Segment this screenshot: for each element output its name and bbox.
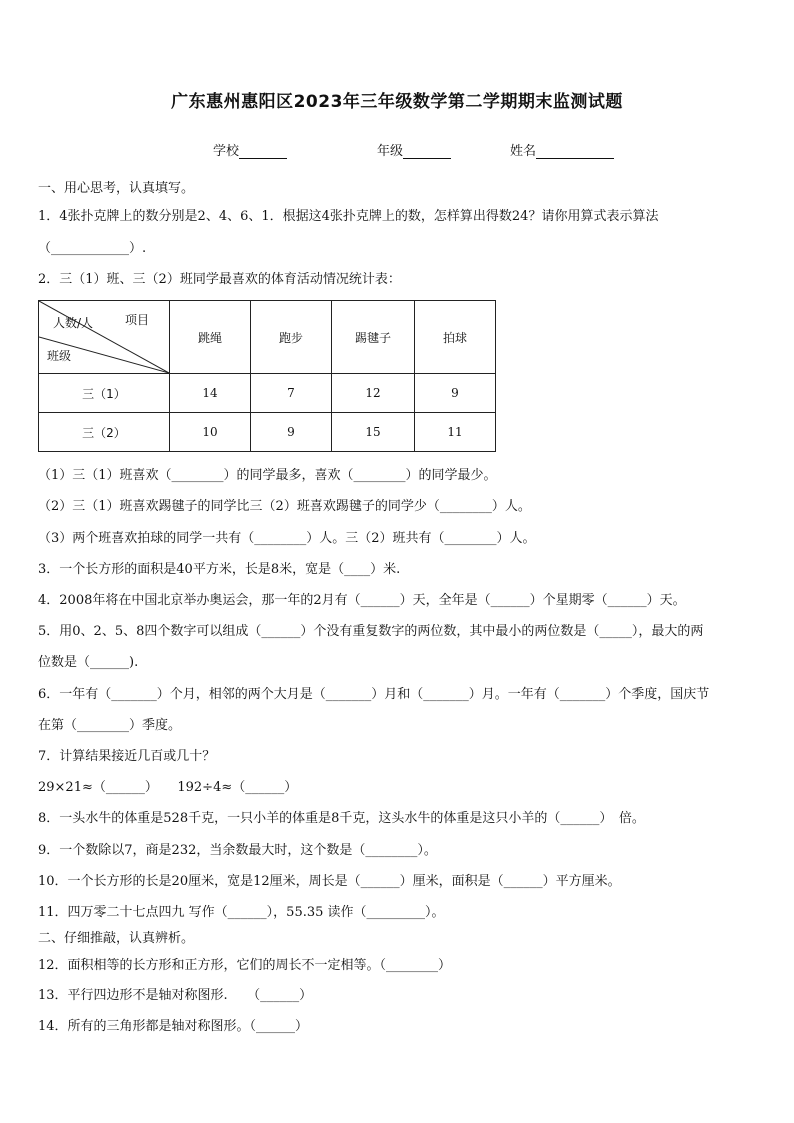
row-class-label: 三（2） (39, 413, 170, 452)
header-running: 跑步 (251, 301, 332, 374)
question-5-line-2: 位数是（______). (38, 655, 139, 670)
section-2-heading: 二、仔细推敲，认真辨析。 (38, 931, 195, 946)
grade-field (377, 140, 451, 159)
table-cell: 15 (332, 413, 415, 452)
question-4: 4．2008年将在中国北京举办奥运会，那一年的2月有（______）天，全年是（______）个星期零（______）天。 (38, 593, 686, 608)
corner-people-label: 人数/人 (53, 316, 94, 330)
question-13: 13．平行四边形不是轴对称图形. （______） (38, 988, 313, 1003)
question-1-line-2: （____________）. (38, 241, 147, 256)
question-7-line-1: 7．计算结果接近几百或几十？ (38, 749, 216, 764)
name-label: 姓名 (510, 144, 537, 159)
name-blank[interactable] (536, 144, 614, 159)
table-cell: 14 (170, 374, 251, 413)
table-cell: 7 (251, 374, 332, 413)
question-1-line-1: 1．4张扑克牌上的数分别是2、4、6、1．根据这4张扑克牌上的数，怎样算出得数24？请你用算式表示算法 (38, 209, 659, 224)
question-14: 14．所有的三角形都是轴对称图形。（______） (38, 1019, 309, 1034)
question-11: 11．四万零二十七点四九 写作（______），55.35 读作（_________）。 (38, 905, 445, 920)
activity-stats-table (38, 300, 496, 452)
grade-label: 年级 (377, 144, 404, 159)
table-row (39, 374, 496, 413)
table-corner-cell (39, 301, 170, 374)
question-6-line-2: 在第（________）季度。 (38, 718, 182, 733)
header-shuttlecock: 踢毽子 (332, 301, 415, 374)
header-jump-rope: 跳绳 (170, 301, 251, 374)
name-field (510, 140, 614, 159)
question-7-line-2: 29×21≈（______） 192÷4≈（______） (38, 780, 298, 795)
question-2-intro: 2．三（1）班、三（2）班同学最喜欢的体育活动情况统计表： (38, 272, 401, 287)
section-1-heading: 一、用心思考，认真填写。 (38, 181, 195, 196)
question-3: 3．一个长方形的面积是40平方米，长是8米，宽是（____）米. (38, 562, 401, 577)
question-2-sub-1: （1）三（1）班喜欢（________）的同学最多，喜欢（________）的同学最少。 (38, 468, 497, 483)
question-2-sub-3: （3）两个班喜欢拍球的同学一共有（________）人。三（2）班共有（________）人。 (38, 531, 536, 546)
school-field (213, 140, 287, 159)
table-row (39, 413, 496, 452)
corner-class-label: 班级 (47, 349, 72, 363)
question-9: 9．一个数除以7，商是232，当余数最大时，这个数是（________）。 (38, 843, 437, 858)
corner-item-label: 项目 (125, 313, 150, 327)
school-label: 学校 (213, 144, 240, 159)
table-cell: 10 (170, 413, 251, 452)
question-5-line-1: 5．用0、2、5、8四个数字可以组成（______）个没有重复数字的两位数，其中最小的两位数是（_____），最大的两 (38, 624, 704, 639)
question-10: 10．一个长方形的长是20厘米，宽是12厘米，周长是（______）厘米，面积是（______）平方厘米。 (38, 874, 621, 889)
page-title: 广东惠州惠阳区2023年三年级数学第二学期期末监测试题 (171, 92, 623, 112)
table-cell: 9 (251, 413, 332, 452)
table-cell: 11 (415, 413, 496, 452)
table-header-row (39, 301, 496, 374)
table-cell: 12 (332, 374, 415, 413)
question-8: 8．一头水牛的体重是528千克，一只小羊的体重是8千克，这头水牛的体重是这只小羊的（______） 倍。 (38, 811, 645, 826)
header-ball: 拍球 (415, 301, 496, 374)
table-cell: 9 (415, 374, 496, 413)
grade-blank[interactable] (403, 144, 451, 159)
row-class-label: 三（1） (39, 374, 170, 413)
question-6-line-1: 6．一年有（_______）个月，相邻的两个大月是（_______）月和（_______）月。一年有（_______）个季度，国庆节 (38, 687, 710, 702)
question-12: 12．面积相等的长方形和正方形，它们的周长不一定相等。（________） (38, 958, 452, 973)
question-2-sub-2: （2）三（1）班喜欢踢毽子的同学比三（2）班喜欢踢毽子的同学少（________）人。 (38, 499, 531, 514)
school-blank[interactable] (239, 144, 287, 159)
